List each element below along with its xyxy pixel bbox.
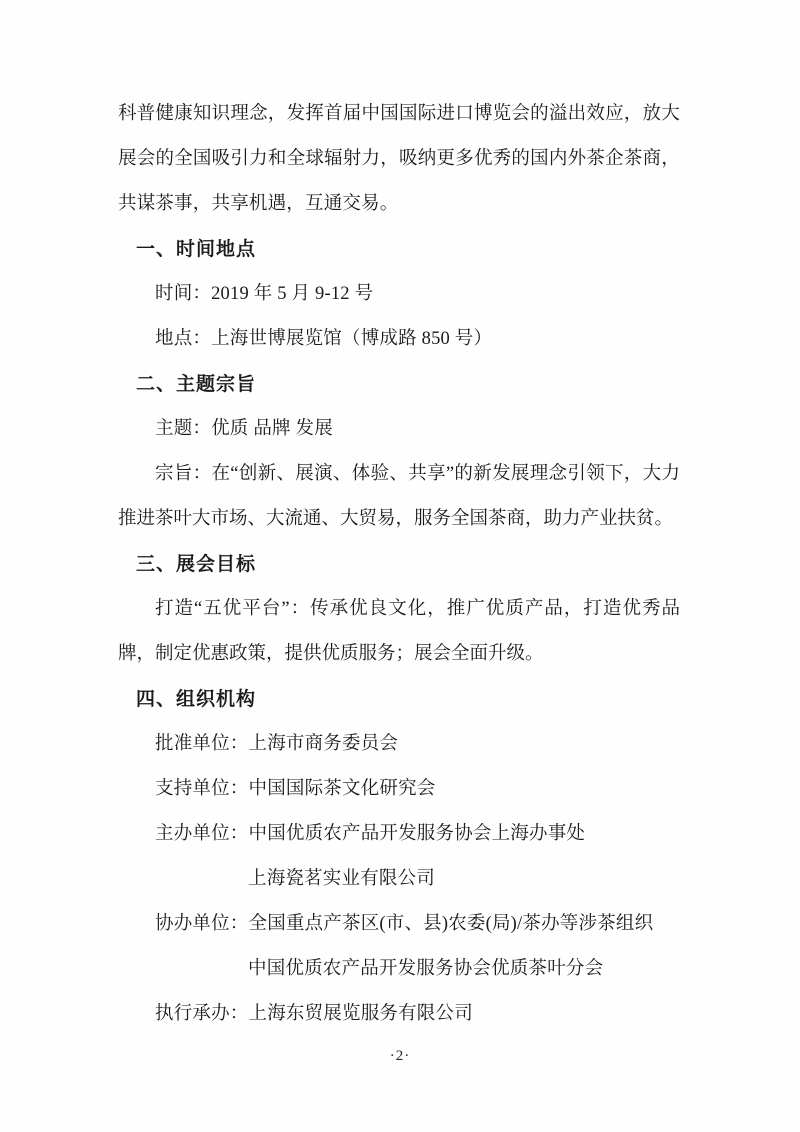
section-line-goals: 打造“五优平台”：传承优良文化，推广优质产品，打造优秀品牌，制定优惠政策，提供优质服务；展会全面升级。 xyxy=(118,599,680,664)
section-heading-organizers: 四、组织机构 xyxy=(136,689,257,710)
org-line-coorganizer: 协办单位：全国重点产茶区(市、县)农委(局)/茶办等涉茶组织 xyxy=(155,914,654,934)
section-line-theme: 主题：优质 品牌 发展 xyxy=(155,419,333,439)
org-line-executor: 执行承办：上海东贸展览服务有限公司 xyxy=(155,1004,473,1024)
document-body xyxy=(118,92,680,1037)
section-line-purpose: 宗旨：在“创新、展演、体验、共享”的新发展理念引领下，大力推进茶叶大市场、大流通、大贸易，服务全国茶商，助力产业扶贫。 xyxy=(118,464,680,529)
org-line-host-second: 上海瓷茗实业有限公司 xyxy=(248,869,436,889)
section-heading-goals: 三、展会目标 xyxy=(136,554,257,575)
section-line-place: 地点：上海世博展览馆（博成路 850 号） xyxy=(155,329,493,349)
org-line-coorganizer-second: 中国优质农产品开发服务协会优质茶叶分会 xyxy=(248,959,604,979)
org-line-support: 支持单位：中国国际茶文化研究会 xyxy=(155,779,436,799)
opening-paragraph: 科普健康知识理念，发挥首届中国国际进口博览会的溢出效应，放大展会的全国吸引力和全球辐射力，吸纳更多优秀的国内外茶企茶商，共谋茶事，共享机遇，互通交易。 xyxy=(118,104,680,214)
org-line-approval: 批准单位：上海市商务委员会 xyxy=(155,734,399,754)
section-line-time: 时间：2019 年 5 月 9-12 号 xyxy=(155,284,374,304)
section-heading-theme-purpose: 二、主题宗旨 xyxy=(136,374,257,395)
page-number: ·2· xyxy=(389,1048,411,1064)
org-line-host: 主办单位：中国优质农产品开发服务协会上海办事处 xyxy=(155,824,586,844)
section-heading-time-place: 一、时间地点 xyxy=(136,239,257,260)
